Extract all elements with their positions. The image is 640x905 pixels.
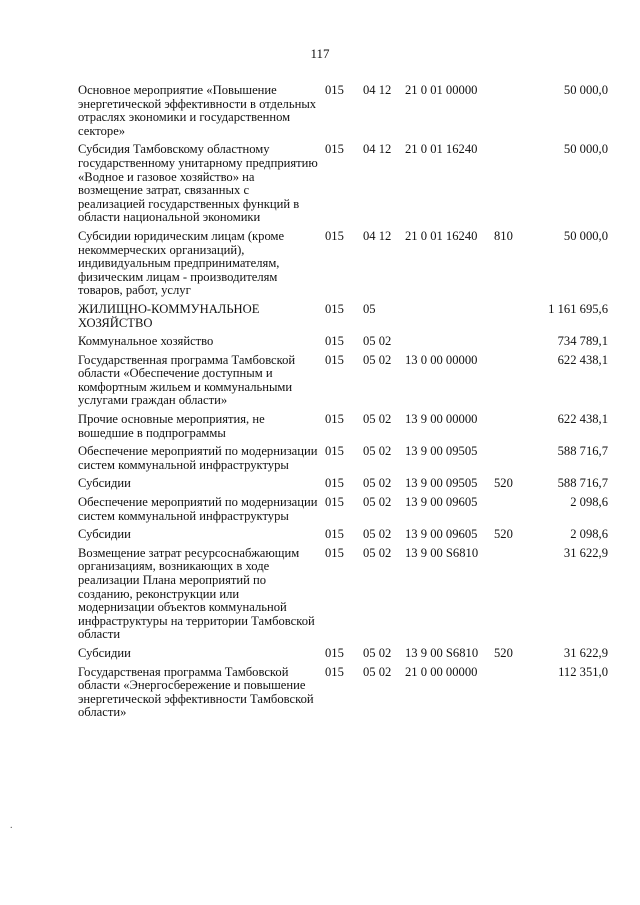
amount: 2 098,6 [570,495,608,510]
ministry-code: 015 [325,495,344,510]
section-code: 05 02 [363,545,392,560]
target-article-code: 13 9 00 S6810 [405,645,479,660]
expense-type-code: 520 [494,645,513,660]
row-name: Государственая программа Тамбовской области «Энергосбережение и повышение энергетической эффективности Тамбовской области» [78,664,314,720]
expense-type-code: 520 [494,527,513,542]
target-article-code: 21 0 01 16240 [405,142,478,157]
section-code: 04 12 [363,228,392,243]
amount: 112 351,0 [558,664,608,679]
row-name: ЖИЛИЩНО-КОММУНАЛЬНОЕ ХОЗЯЙСТВО [78,301,260,330]
amount: 622 438,1 [557,412,608,427]
row-name: Субсидия Тамбовскому областному государственному унитарному предприятию «Водное и газовое хозяйство» на возмещение затрат, связанных с реализацией государственных функций в области национальной экономики [78,142,318,225]
budget-table [78,84,608,725]
table-row [78,477,608,491]
ministry-code: 015 [325,444,344,459]
table-row [78,528,608,542]
amount: 1 161 695,6 [548,301,608,316]
amount: 588 716,7 [557,444,608,459]
table-row [78,84,608,138]
table-row [78,143,608,225]
section-code: 04 12 [363,142,392,157]
page-number: 117 [310,46,330,61]
table-row [78,413,608,440]
row-name: Субсидии [78,527,131,542]
amount: 734 789,1 [557,334,608,349]
section-code: 05 02 [363,495,392,510]
row-name: Обеспечение мероприятий по модернизации систем коммунальной инфраструктуры [78,495,318,523]
section-code: 04 12 [363,83,392,97]
section-code: 05 02 [363,412,392,427]
section-code: 05 02 [363,476,392,491]
ministry-code: 015 [325,228,344,243]
table-row [78,335,608,349]
table-row [78,547,608,642]
row-name: Коммунальное хозяйство [78,334,214,349]
row-name: Возмещение затрат ресурсоснабжающим организациям, возникающих в ходе реализации Плана мероприятий по созданию, реконструкции или модернизации объектов коммунальной инфраструктуры на территории Тамбовской области [78,545,315,642]
amount: 622 438,1 [557,352,608,367]
section-code: 05 [363,301,376,316]
section-code: 05 02 [363,645,392,660]
table-row [78,666,608,720]
ministry-code: 015 [325,334,344,349]
row-name: Обеспечение мероприятий по модернизации систем коммунальной инфраструктуры [78,444,318,472]
ministry-code: 015 [325,352,344,367]
amount: 50 000,0 [563,228,608,243]
target-article-code: 13 9 00 09505 [405,444,478,459]
section-code: 05 02 [363,334,392,349]
ministry-code: 015 [325,142,344,157]
row-name: Субсидии [78,645,131,660]
target-article-code: 21 0 01 16240 [405,228,478,243]
table-row [78,303,608,330]
row-name: Субсидии юридическим лицам (кроме некоммерческих организаций), индивидуальным предпринимателям, физическим лицам - производителям товаров, работ, услуг [78,228,285,298]
ministry-code: 015 [325,664,344,679]
ministry-code: 015 [325,412,344,427]
table-row [78,354,608,408]
table-row [78,496,608,523]
row-name: Прочие основные мероприятия, не вошедшие в подпрограммы [78,412,265,440]
target-article-code: 13 9 00 09505 [405,476,478,491]
section-code: 05 02 [363,352,392,367]
margin-mark: . [10,820,13,831]
section-code: 05 02 [363,664,392,679]
target-article-code: 13 9 00 S6810 [405,545,479,560]
expense-type-code: 520 [494,476,513,491]
ministry-code: 015 [325,545,344,560]
target-article-code: 21 0 01 00000 [405,83,478,97]
amount: 2 098,6 [570,527,608,542]
amount: 50 000,0 [563,83,608,97]
amount: 50 000,0 [563,142,608,157]
expense-type-code: 810 [494,228,513,243]
section-code: 05 02 [363,444,392,459]
amount: 31 622,9 [563,645,608,660]
target-article-code: 13 9 00 00000 [405,412,478,427]
table-row [78,230,608,298]
section-code: 05 02 [363,527,392,542]
ministry-code: 015 [325,83,344,97]
target-article-code: 13 9 00 09605 [405,495,478,510]
ministry-code: 015 [325,527,344,542]
row-name: Субсидии [78,476,131,491]
ministry-code: 015 [325,476,344,491]
table-row [78,445,608,472]
target-article-code: 13 9 00 09605 [405,527,478,542]
table-row [78,647,608,661]
amount: 588 716,7 [557,476,608,491]
row-name: Основное мероприятие «Повышение энергетической эффективности в отдельных отраслях экономики и государственном секторе» [78,83,317,138]
target-article-code: 21 0 00 00000 [405,664,478,679]
ministry-code: 015 [325,301,344,316]
row-name: Государственная программа Тамбовской области «Обеспечение доступным и комфортным жильем и коммунальными услугами граждан области» [78,352,296,408]
amount: 31 622,9 [563,545,608,560]
ministry-code: 015 [325,645,344,660]
target-article-code: 13 0 00 00000 [405,352,478,367]
